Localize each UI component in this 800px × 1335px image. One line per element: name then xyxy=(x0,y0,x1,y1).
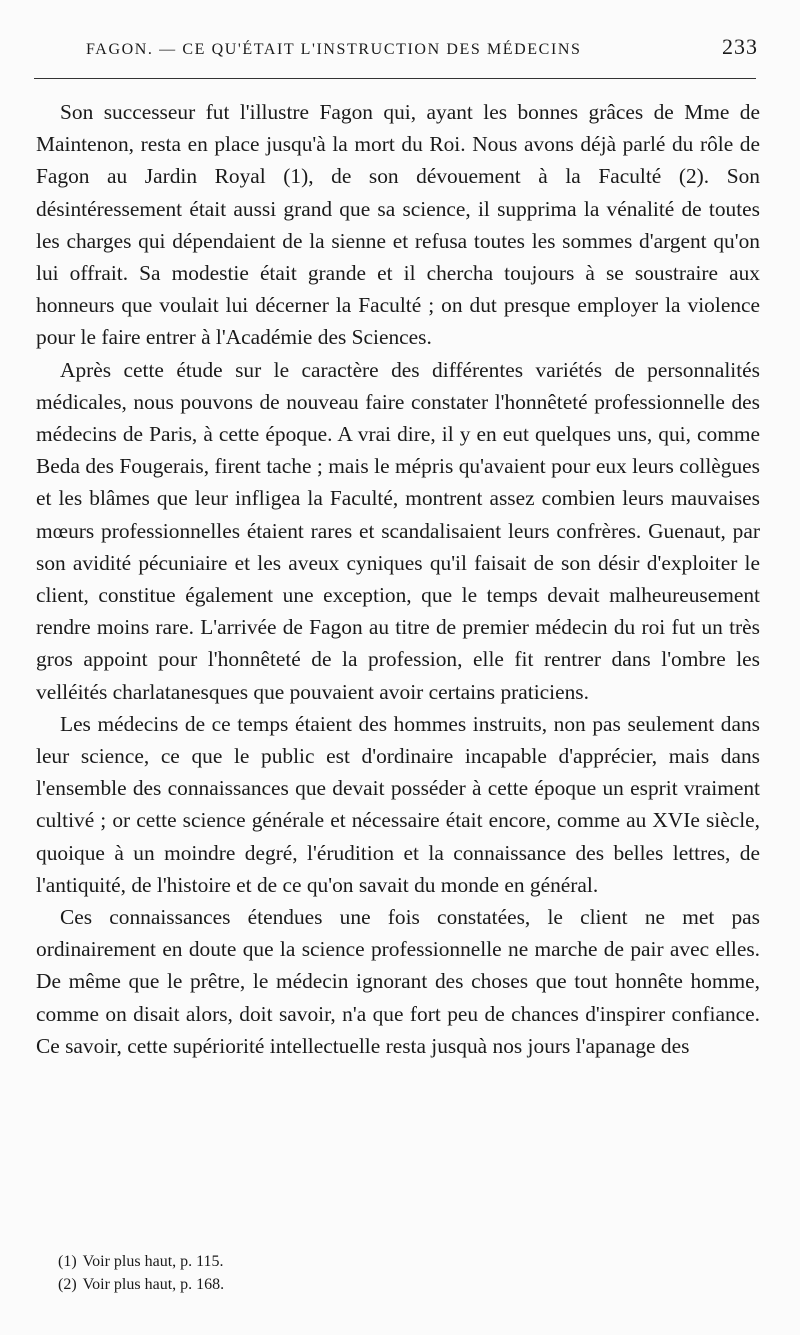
footnote-2 xyxy=(58,1273,658,1296)
header-rule xyxy=(34,78,756,79)
footnote-text: Voir plus haut, p. 168. xyxy=(82,1276,225,1293)
paragraph-4: Ces connaissances étendues une fois constatées, le client ne met pas ordinairement en doute que la science professionnelle ne marche de pair avec elles. De même que le prêtre, le médecin ignorant des choses que tout honnête homme, comme on disait alors, doit savoir, n'a que fort peu de chances d'inspirer confiance. Ce savoir, cette supériorité intellectuelle resta jusquà nos jours l'apanage des xyxy=(36,905,760,1058)
running-title: FAGON. — CE QU'ÉTAIT L'INSTRUCTION DES MÉDECINS xyxy=(86,41,582,58)
page-number: 233 xyxy=(722,34,758,59)
footnote-1 xyxy=(58,1250,658,1273)
footnote-marker: (1) xyxy=(58,1253,77,1270)
running-head xyxy=(86,34,758,64)
paragraph-1: Son successeur fut l'illustre Fagon qui, ayant les bonnes grâces de Mme de Maintenon, resta en place jusqu'à la mort du Roi. Nous avons déjà parlé du rôle de Fagon au Jardin Royal (1), de son dévouement à la Faculté (2). Son désintéressement était aussi grand que sa science, il supprima la vénalité de toutes les charges qui dépendaient de la sienne et refusa toutes les sommes d'argent qu'on lui offrait. Sa modestie était grande et il chercha toujours à se soustraire aux honneurs que voulait lui décerner la Faculté ; on dut presque employer la violence pour le faire entrer à l'Académie des Sciences. xyxy=(36,100,760,350)
footnote-text: Voir plus haut, p. 115. xyxy=(82,1253,224,1270)
paragraph-2: Après cette étude sur le caractère des différentes variétés de personnalités médicales, nous pouvons de nouveau faire constater l'honnêteté professionnelle des médecins de Paris, à cette époque. A vrai dire, il y en eut quelques uns, qui, comme Beda des Fougerais, firent tache ; mais le mépris qu'avaient pour eux leurs collègues et les blâmes que leur infligea la Faculté, montrent assez combien leurs mauvaises mœurs professionnelles étaient rares et scandalisaient leurs confrères. Guenaut, par son avidité pécuniaire et les aveux cyniques qu'il faisait de son désir d'exploiter le client, constitue également une exception, que le temps devait malheureusement rendre moins rare. L'arrivée de Fagon au titre de premier médecin du roi fut un très gros appoint pour l'honnêteté de la profession, elle fit rentrer dans l'ombre les velléités charlatanesques que pouvaient avoir certains praticiens. xyxy=(36,357,760,704)
body-text xyxy=(36,96,760,1062)
paragraph-3: Les médecins de ce temps étaient des hommes instruits, non pas seulement dans leur science, ce que le public est d'ordinaire incapable d'apprécier, mais dans l'ensemble des connaissances que devait posséder à cette époque un esprit vraiment cultivé ; or cette science générale et nécessaire était encore, comme au XVIe siècle, quoique à un moindre degré, l'érudition et la connaissance des belles lettres, de l'antiquité, de l'histoire et de ce qu'on savait du monde en général. xyxy=(36,711,760,897)
footnotes xyxy=(58,1250,658,1296)
footnote-marker: (2) xyxy=(58,1276,77,1293)
